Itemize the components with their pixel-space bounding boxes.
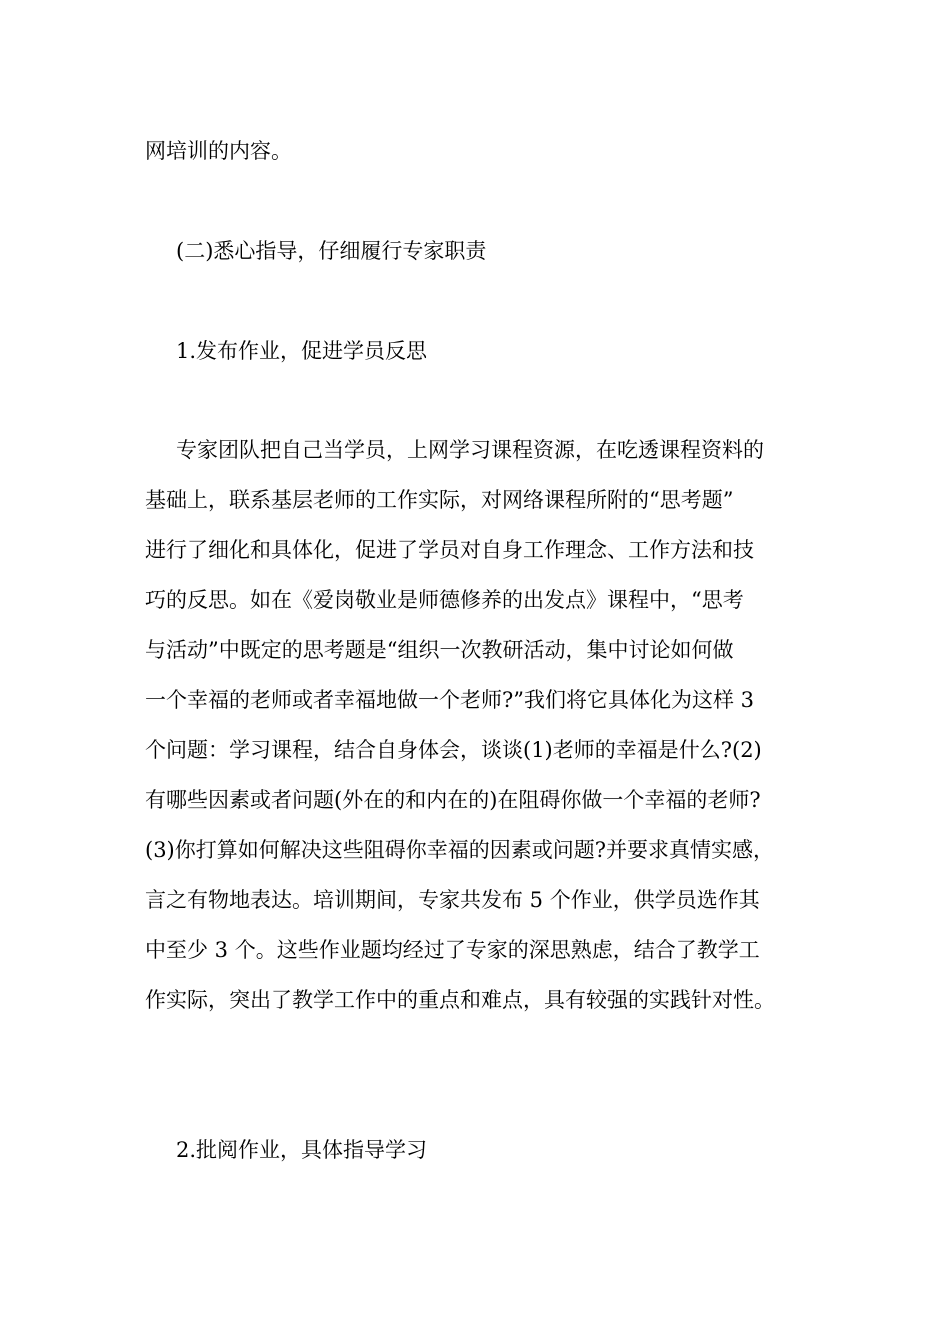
section-heading: (二)悉心指导，仔细履行专家职责 [176, 239, 487, 263]
paragraph-line: 一个幸福的老师或者幸福地做一个老师?”我们将它具体化为这样 3 [145, 688, 755, 712]
subsection-2-heading: 2.批阅作业，具体指导学习 [176, 1138, 428, 1162]
paragraph-line: 巧的反思。如在《爱岗敬业是师德修养的出发点》课程中，“思考 [145, 588, 744, 612]
paragraph-line: 与活动”中既定的思考题是“组织一次教研活动，集中讨论如何做 [145, 638, 734, 662]
paragraph-line: 专家团队把自己当学员，上网学习课程资源，在吃透课程资料的 [176, 438, 764, 462]
paragraph-line: (3)你打算如何解决这些阻碍你幸福的因素或问题?并要求真情实感， [145, 838, 775, 862]
paragraph-line: 中至少 3 个。这些作业题均经过了专家的深思熟虑，结合了教学工 [145, 938, 760, 962]
subsection-1-heading: 1.发布作业，促进学员反思 [176, 339, 428, 363]
paragraph-line: 作实际，突出了教学工作中的重点和难点，具有较强的实践针对性。 [145, 988, 775, 1012]
paragraph-line: 进行了细化和具体化，促进了学员对自身工作理念、工作方法和技 [145, 538, 754, 562]
continuation-line: 网培训的内容。 [145, 139, 292, 163]
paragraph-line: 个问题：学习课程，结合自身体会，谈谈(1)老师的幸福是什么?(2) [145, 738, 762, 762]
paragraph-line: 基础上，联系基层老师的工作实际，对网络课程所附的“思考题” [145, 488, 734, 512]
paragraph-line: 有哪些因素或者问题(外在的和内在的)在阻碍你做一个幸福的老师? [145, 788, 761, 812]
paragraph-line: 言之有物地表达。培训期间，专家共发布 5 个作业，供学员选作其 [145, 888, 760, 912]
